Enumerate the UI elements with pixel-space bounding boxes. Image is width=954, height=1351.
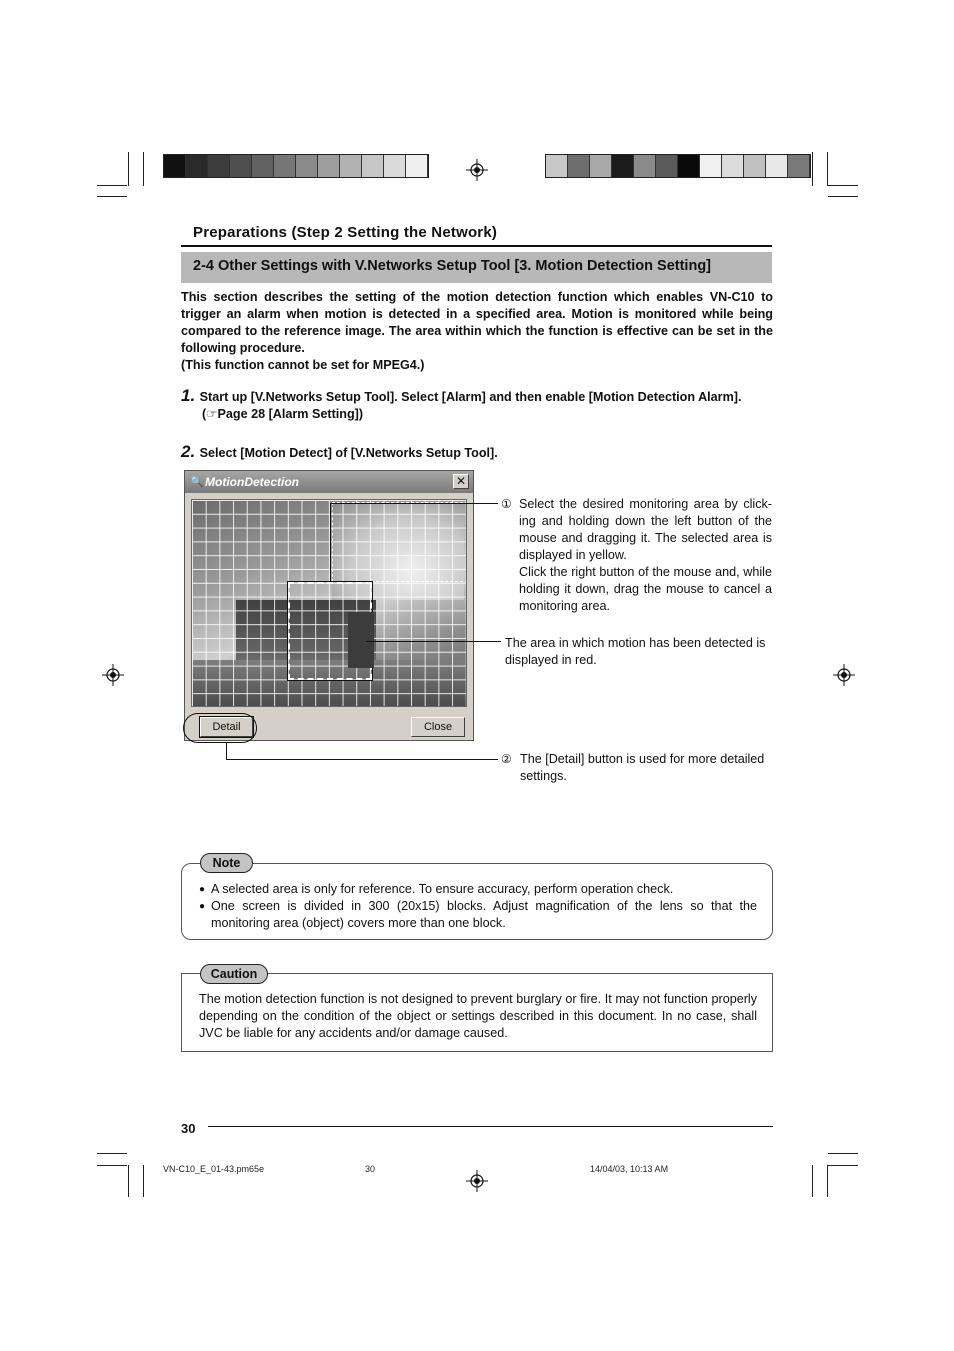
subsection-title: 2-4 Other Settings with V.Networks Setup Tool [3. Motion Detection Setting]: [193, 258, 712, 274]
wrench-icon: 🔍: [190, 476, 204, 488]
color-bar-left: [163, 154, 429, 178]
color-swatch: [252, 155, 274, 177]
registration-mark-icon: [466, 159, 488, 181]
color-swatch: [296, 155, 318, 177]
color-swatch: [788, 155, 810, 177]
leader-line-2-drop: [226, 742, 227, 759]
motion-detection-dialog: [184, 470, 474, 741]
color-swatch: [208, 155, 230, 177]
caution-label: Caution: [200, 964, 268, 984]
callout-2: The [Detail] button is used for more detailed settings.: [520, 752, 765, 783]
footer-timestamp: 14/04/03, 10:13 AM: [590, 1164, 669, 1174]
footer-filename: VN-C10_E_01-43.pm65e: [163, 1164, 265, 1174]
color-swatch: [612, 155, 634, 177]
registration-mark-icon: [102, 664, 124, 686]
color-swatch: [634, 155, 656, 177]
close-icon[interactable]: ✕: [453, 474, 469, 489]
callout-number-1: ①: [501, 497, 512, 511]
footer-print-page: 30: [365, 1164, 376, 1174]
dialog-title: MotionDetection: [205, 475, 299, 489]
intro-note: (This function cannot be set for MPEG4.): [181, 358, 425, 372]
color-swatch: [362, 155, 384, 177]
color-swatch: [340, 155, 362, 177]
note-list: [199, 881, 757, 932]
section-title: Preparations (Step 2 Setting the Network): [193, 224, 498, 241]
note-item: ● One screen is divided in 300 (20x15) blocks. Adjust magnification of the lens so that the monitoring area (object) covers more than one block.: [199, 898, 757, 932]
note-item: ● A selected area is only for reference. To ensure accuracy, perform operation check.: [199, 881, 757, 898]
color-swatch: [700, 155, 722, 177]
step-2: [181, 442, 773, 462]
color-swatch: [230, 155, 252, 177]
color-swatch: [590, 155, 612, 177]
close-button[interactable]: Close: [411, 717, 465, 737]
color-swatch: [656, 155, 678, 177]
callout-detected-area: The area in which motion has been detected is displayed in red.: [505, 636, 766, 667]
leader-line-2: [226, 759, 498, 760]
leader-line-1-drop: [330, 503, 331, 581]
color-swatch: [164, 155, 186, 177]
step-text: Select [Motion Detect] of [V.Networks Setup Tool].: [199, 446, 498, 460]
step-1: [181, 386, 773, 423]
detail-highlight-oval: [183, 713, 257, 743]
color-swatch: [766, 155, 788, 177]
page-number: 30: [181, 1121, 196, 1136]
color-swatch: [406, 155, 428, 177]
dialog-titlebar: [185, 471, 473, 493]
color-swatch: [568, 155, 590, 177]
color-swatch: [274, 155, 296, 177]
registration-mark-icon: [466, 1170, 488, 1192]
registration-mark-icon: [833, 664, 855, 686]
note-label: Note: [200, 853, 253, 873]
detail-button[interactable]: Detail: [200, 717, 253, 737]
color-bar-right: [545, 154, 811, 178]
selected-area-upper: [332, 502, 467, 582]
callout-1-text-2: Click the right button of the mouse and, while holding it down, drag the mouse to cancel a monitoring area.: [519, 565, 772, 613]
camera-view-grid[interactable]: [191, 499, 467, 707]
color-swatch: [744, 155, 766, 177]
color-swatch: [186, 155, 208, 177]
step-number: 1.: [181, 386, 196, 405]
color-swatch: [384, 155, 406, 177]
section-rule: [181, 245, 772, 247]
callout-1-text: Select the desired monitoring area by click-ing and holding down the left button of the mouse and dragging it. The selected area is displayed in yellow.: [519, 497, 772, 562]
callout-number-2: ②: [501, 752, 512, 766]
motion-detected-area: [348, 612, 374, 668]
color-swatch: [546, 155, 568, 177]
step-text: Start up [V.Networks Setup Tool]. Select [Alarm] and then enable [Motion Detection Alarm].: [199, 390, 742, 404]
caution-text: The motion detection function is not designed to prevent burglary or fire. It may not function properly depending on the condition of the object or settings described in this document. In no case, shall JVC be liable for any accidents and/or damage caused.: [199, 992, 757, 1040]
footer-rule: [208, 1126, 773, 1127]
color-swatch: [318, 155, 340, 177]
leader-line-red: [366, 641, 501, 642]
step-number: 2.: [181, 442, 196, 461]
intro-paragraph: This section describes the setting of the motion detection function which enables VN-C10 to trigger an alarm when motion is detected in a specified area. Motion is monitored while being compared to the reference image. The area within which the function is effective can be set in the following procedure.: [181, 290, 773, 355]
subsection-banner: [181, 252, 772, 283]
color-swatch: [722, 155, 744, 177]
callout-1: [519, 496, 772, 615]
color-swatch: [678, 155, 700, 177]
intro-text: [181, 289, 773, 374]
step-reference: (☞Page 28 [Alarm Setting]): [202, 407, 364, 421]
leader-line-1: [330, 503, 498, 504]
